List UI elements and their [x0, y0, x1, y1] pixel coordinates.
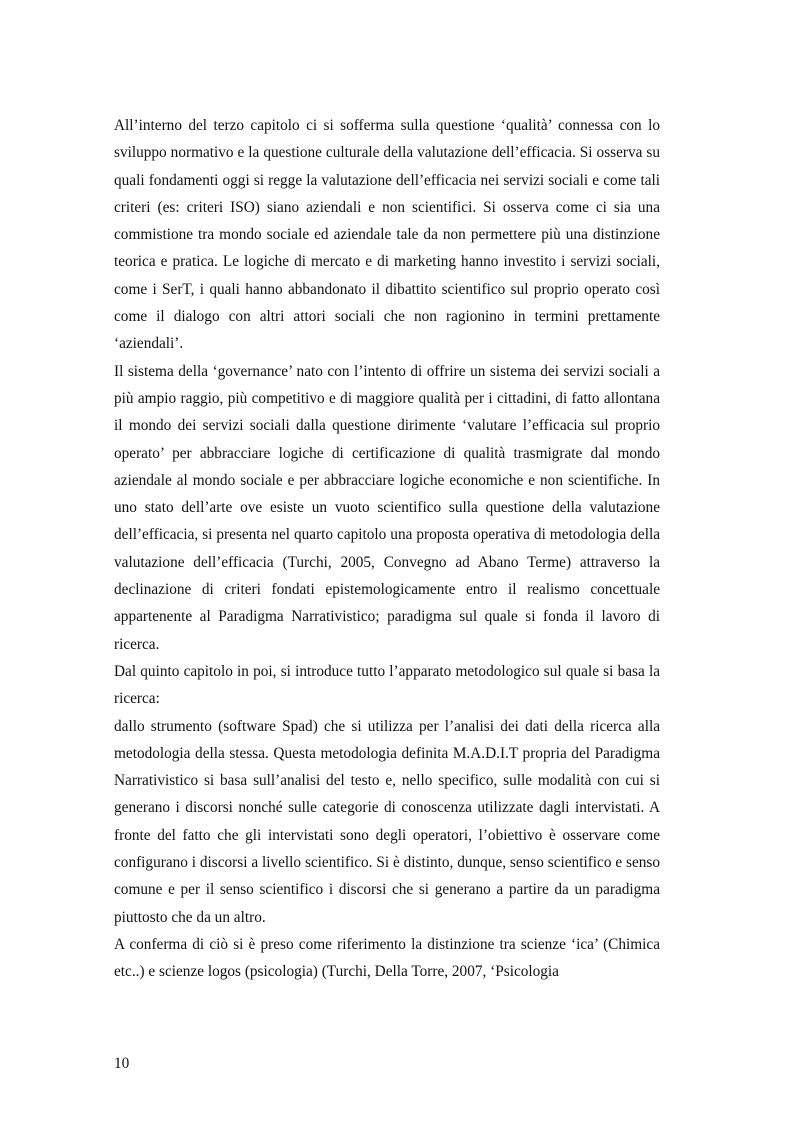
- paragraph-5: A conferma di ciò si è preso come riferimento la distinzione tra scienze ‘ica’ (Chimica etc..) e scienze logos (psicologia) (Turchi, Della Torre, 2007, ‘Psicologia: [114, 935, 660, 981]
- paragraph-3: Dal quinto capitolo in poi, si introduce tutto l’apparato metodologico sul quale si basa la ricerca:: [114, 662, 660, 708]
- body-text: [114, 112, 660, 986]
- page-number: 10: [114, 1055, 130, 1072]
- paragraph-4: dallo strumento (software Spad) che si utilizza per l’analisi dei dati della ricerca alla metodologia della stessa. Questa metodologia definita M.A.D.I.T propria del Paradigma Narrativistico si basa sull’analisi del testo e, nello specifico, sulle modalità con cui si generano i discorsi nonché sulle categorie di conoscenza utilizzate dagli intervistati. A fronte del fatto che gli intervistati sono degli operatori, l’obiettivo è osservare come configurano i discorsi a livello scientifico. Si è distinto, dunque, senso scientifico e senso comune e per il senso scientifico i discorsi che si generano a partire da un paradigma piuttosto che da un altro.: [114, 717, 660, 926]
- paragraph-1: All’interno del terzo capitolo ci si sofferma sulla questione ‘qualità’ connessa con lo sviluppo normativo e la questione culturale della valutazione dell’efficacia. Si osserva su quali fondamenti oggi si regge la valutazione dell’efficacia nei servizi sociali e come tali criteri (es: criteri ISO) siano aziendali e non scientifici. Si osserva come ci sia una commistione tra mondo sociale ed aziendale tale da non permettere più una distinzione teorica e pratica. Le logiche di mercato e di marketing hanno investito i servizi sociali, come i SerT, i quali hanno abbandonato il dibattito scientifico sul proprio operato così come il dialogo con altri attori sociali che non ragionino in termini prettamente ‘aziendali’.: [114, 117, 660, 353]
- paragraph-2: Il sistema della ‘governance’ nato con l’intento di offrire un sistema dei servizi sociali a più ampio raggio, più competitivo e di maggiore qualità per i cittadini, di fatto allontana il mondo dei servizi sociali dalla questione dirimente ‘valutare l’efficacia sul proprio operato’ per abbracciare logiche di certificazione di qualità trasmigrate dal mondo aziendale al mondo sociale e per abbracciare logiche economiche e non scientifiche. In uno stato dell’arte ove esiste un vuoto scientifico sulla questione della valutazione dell’efficacia, si presenta nel quarto capitolo una proposta operativa di metodologia della valutazione dell’efficacia (Turchi, 2005, Convegno ad Abano Terme) attraverso la declinazione di criteri fondati epistemologicamente entro il realismo concettuale appartenente al Paradigma Narrativistico; paradigma sul quale si fonda il lavoro di ricerca.: [114, 362, 660, 653]
